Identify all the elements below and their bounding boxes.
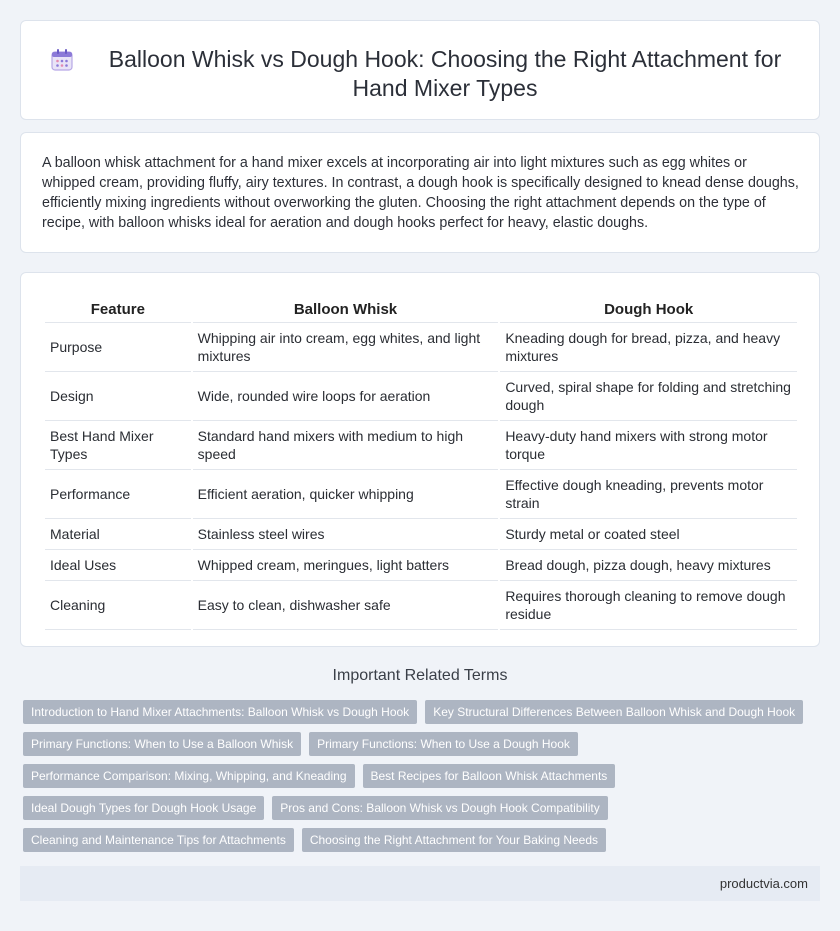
table-row xyxy=(45,323,797,372)
title-card xyxy=(20,20,820,120)
table-row xyxy=(45,372,797,421)
comparison-table xyxy=(43,295,799,630)
comparison-table-card xyxy=(20,272,820,647)
intro-card xyxy=(20,132,820,253)
table-cell-feature: Performance xyxy=(45,470,191,519)
footer xyxy=(20,866,820,901)
header-feature: Feature xyxy=(45,295,191,323)
intro-paragraph: A balloon whisk attachment for a hand mixer excels at incorporating air into light mixtures such as egg whites or whipped cream, providing fluffy, airy textures. In contrast, a dough hook is specifically designed to knead dense doughs, efficiently mixing ingredients without overworking the gluten. Choosing the right attachment depends on the type of recipe, with balloon whisks ideal for aeration and dough hooks perfect for heavy, elastic doughs. xyxy=(42,155,799,231)
table-cell-hook: Sturdy metal or coated steel xyxy=(500,519,797,550)
related-term-tag[interactable]: Ideal Dough Types for Dough Hook Usage xyxy=(23,796,264,820)
table-cell-hook: Requires thorough cleaning to remove dough residue xyxy=(500,581,797,630)
related-terms-list xyxy=(23,700,813,852)
footer-site-name[interactable]: productvia.com xyxy=(719,876,808,891)
table-cell-whisk: Whipping air into cream, egg whites, and light mixtures xyxy=(193,323,499,372)
table-cell-hook: Curved, spiral shape for folding and stretching dough xyxy=(500,372,797,421)
table-cell-hook: Effective dough kneading, prevents motor strain xyxy=(500,470,797,519)
table-cell-feature: Design xyxy=(45,372,191,421)
related-term-tag[interactable]: Introduction to Hand Mixer Attachments: Balloon Whisk vs Dough Hook xyxy=(23,700,417,724)
table-cell-whisk: Wide, rounded wire loops for aeration xyxy=(193,372,499,421)
table-row xyxy=(45,550,797,581)
table-cell-hook: Heavy-duty hand mixers with strong motor torque xyxy=(500,421,797,470)
related-term-tag[interactable]: Best Recipes for Balloon Whisk Attachments xyxy=(363,764,616,788)
table-cell-feature: Purpose xyxy=(45,323,191,372)
table-cell-hook: Kneading dough for bread, pizza, and heavy mixtures xyxy=(500,323,797,372)
table-row xyxy=(45,581,797,630)
related-term-tag[interactable]: Choosing the Right Attachment for Your Baking Needs xyxy=(302,828,606,852)
table-header-row xyxy=(45,295,797,323)
related-term-tag[interactable]: Key Structural Differences Between Balloon Whisk and Dough Hook xyxy=(425,700,803,724)
table-cell-feature: Material xyxy=(45,519,191,550)
table-cell-whisk: Whipped cream, meringues, light batters xyxy=(193,550,499,581)
related-term-tag[interactable]: Performance Comparison: Mixing, Whipping, and Kneading xyxy=(23,764,355,788)
table-row xyxy=(45,470,797,519)
table-cell-feature: Best Hand Mixer Types xyxy=(45,421,191,470)
related-terms-title: Important Related Terms xyxy=(332,667,508,684)
table-cell-whisk: Stainless steel wires xyxy=(193,519,499,550)
related-term-tag[interactable]: Primary Functions: When to Use a Balloon Whisk xyxy=(23,732,301,756)
table-cell-whisk: Standard hand mixers with medium to high speed xyxy=(193,421,499,470)
table-cell-whisk: Easy to clean, dishwasher safe xyxy=(193,581,499,630)
table-row xyxy=(45,421,797,470)
table-cell-feature: Ideal Uses xyxy=(45,550,191,581)
table-cell-feature: Cleaning xyxy=(45,581,191,630)
header-balloon-whisk: Balloon Whisk xyxy=(193,295,499,323)
related-term-tag[interactable]: Primary Functions: When to Use a Dough Hook xyxy=(309,732,578,756)
related-term-tag[interactable]: Cleaning and Maintenance Tips for Attachments xyxy=(23,828,294,852)
table-row xyxy=(45,519,797,550)
page-title: Balloon Whisk vs Dough Hook: Choosing the Right Attachment for Hand Mixer Types xyxy=(108,46,782,101)
table-cell-whisk: Efficient aeration, quicker whipping xyxy=(193,470,499,519)
table-cell-hook: Bread dough, pizza dough, heavy mixtures xyxy=(500,550,797,581)
related-term-tag[interactable]: Pros and Cons: Balloon Whisk vs Dough Hook Compatibility xyxy=(272,796,607,820)
header-dough-hook: Dough Hook xyxy=(500,295,797,323)
